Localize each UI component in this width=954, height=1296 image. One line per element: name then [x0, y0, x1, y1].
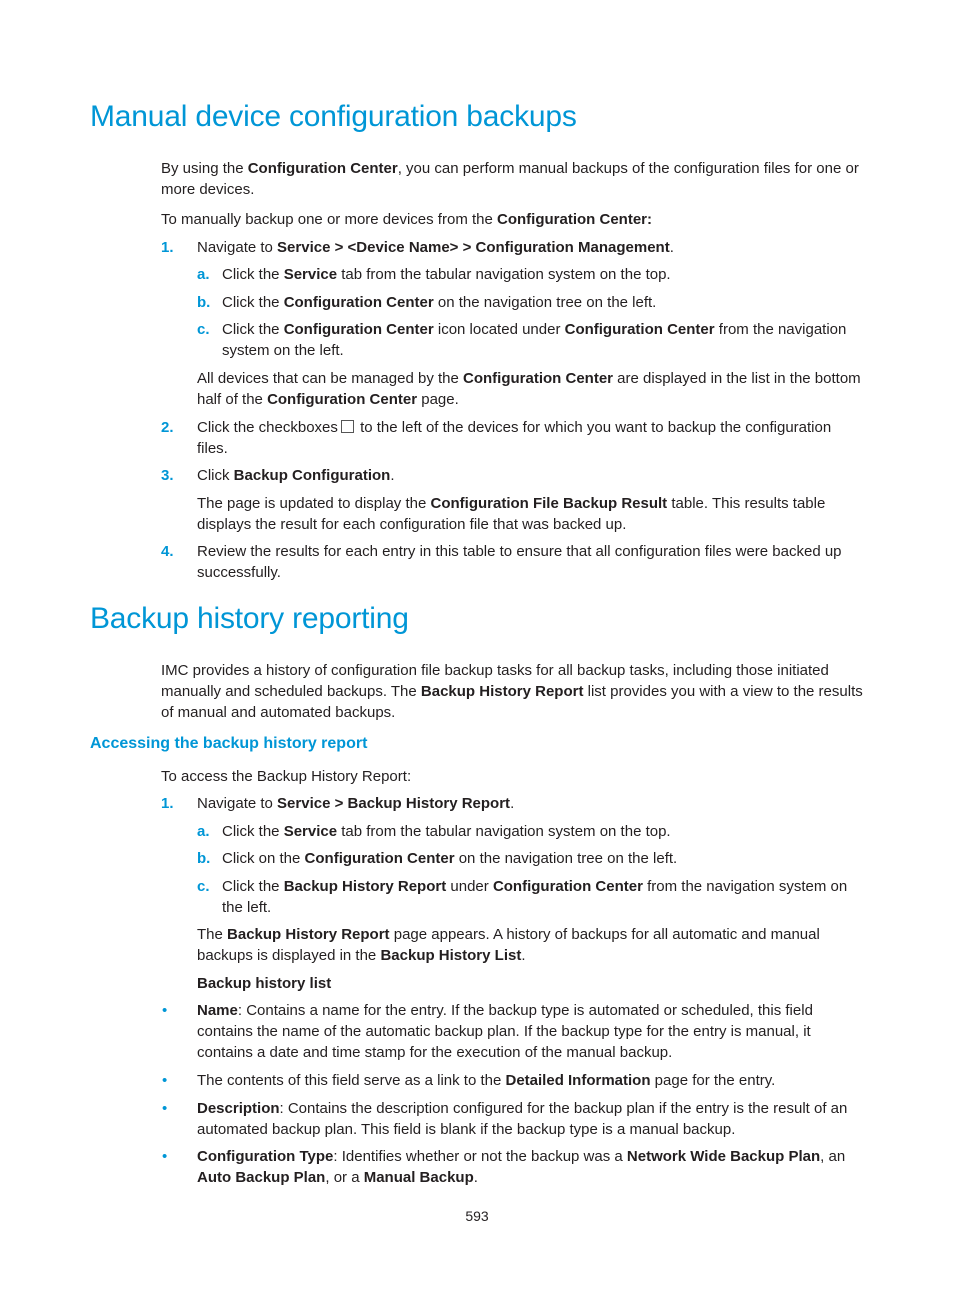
substep-letter: b. — [197, 294, 211, 311]
step-number: 4. — [161, 543, 174, 560]
substep-letter: a. — [197, 823, 210, 840]
step-number: 2. — [161, 419, 174, 436]
section-title-backup-history: Backup history reporting — [90, 602, 409, 635]
bullet-icon: • — [162, 1072, 168, 1089]
paragraph-lead: To manually backup one or more devices from the Configuration Center: — [161, 211, 652, 228]
bullet-icon: • — [162, 1148, 168, 1165]
bullet-item: Description: Contains the description configured for the backup plan if the entry is the result of an automated backup plan. This field is blank if the backup type is a manual backup. — [197, 1100, 848, 1138]
list-title: Backup history list — [197, 975, 332, 992]
step-text: Click the checkboxes to the left of the devices for which you want to backup the configuration files. — [197, 419, 832, 457]
subsection-title: Accessing the backup history report — [90, 735, 368, 752]
substep-letter: b. — [197, 850, 211, 867]
bullet-icon: • — [162, 1100, 168, 1117]
substep-text: Click the Service tab from the tabular navigation system on the top. — [222, 266, 671, 283]
paragraph-intro: IMC provides a history of configuration file backup tasks for all backup tasks, including those initiated manually and scheduled backups. The Backup History Report list provides you with a view to the results of manual and automated backups. — [161, 662, 863, 721]
bullet-item: Name: Contains a name for the entry. If the backup type is automated or scheduled, this field contains the name of the automatic backup plan. If the backup type for the entry is manual, it contains a date and time stamp for the execution of the manual backup. — [197, 1002, 813, 1061]
step-text: Review the results for each entry in this table to ensure that all configuration files were backed up successfully. — [197, 543, 842, 581]
bullet-icon: • — [162, 1002, 168, 1019]
substep-text: Click the Configuration Center on the navigation tree on the left. — [222, 294, 657, 311]
step-text: Click Backup Configuration. — [197, 467, 395, 484]
step-number: 3. — [161, 467, 174, 484]
checkbox-icon — [341, 420, 354, 433]
substep-letter: a. — [197, 266, 210, 283]
substep-letter: c. — [197, 878, 210, 895]
step-text: Navigate to Service > <Device Name> > Configuration Management. — [197, 239, 674, 256]
section-title-manual-backups: Manual device configuration backups — [90, 100, 577, 133]
paragraph-intro: By using the Configuration Center, you can perform manual backups of the configuration files for one or more devices. — [161, 160, 859, 198]
step-note: All devices that can be managed by the Configuration Center are displayed in the list in the bottom half of the Configuration Center page. — [197, 370, 861, 408]
substep-text: Click on the Configuration Center on the navigation tree on the left. — [222, 850, 678, 867]
substep-text: Click the Configuration Center icon located under Configuration Center from the navigation system on the left. — [222, 321, 847, 359]
step-number: 1. — [161, 795, 174, 812]
substep-text: Click the Backup History Report under Configuration Center from the navigation system on the left. — [222, 878, 848, 916]
paragraph-lead: To access the Backup History Report: — [161, 768, 412, 785]
step-note: The page is updated to display the Configuration File Backup Result table. This results table displays the result for each configuration file that was backed up. — [197, 495, 826, 533]
page-number: 593 — [465, 1208, 489, 1224]
step-number: 1. — [161, 239, 174, 256]
step-text: Navigate to Service > Backup History Report. — [197, 795, 515, 812]
step-note: The Backup History Report page appears. A history of backups for all automatic and manual backups is displayed in the Backup History List. — [197, 926, 820, 964]
substep-text: Click the Service tab from the tabular navigation system on the top. — [222, 823, 671, 840]
bullet-item: The contents of this field serve as a link to the Detailed Information page for the entry. — [197, 1072, 776, 1089]
bullet-item: Configuration Type: Identifies whether or not the backup was a Network Wide Backup Plan, an Auto Backup Plan, or a Manual Backup. — [197, 1148, 846, 1186]
substep-letter: c. — [197, 321, 210, 338]
